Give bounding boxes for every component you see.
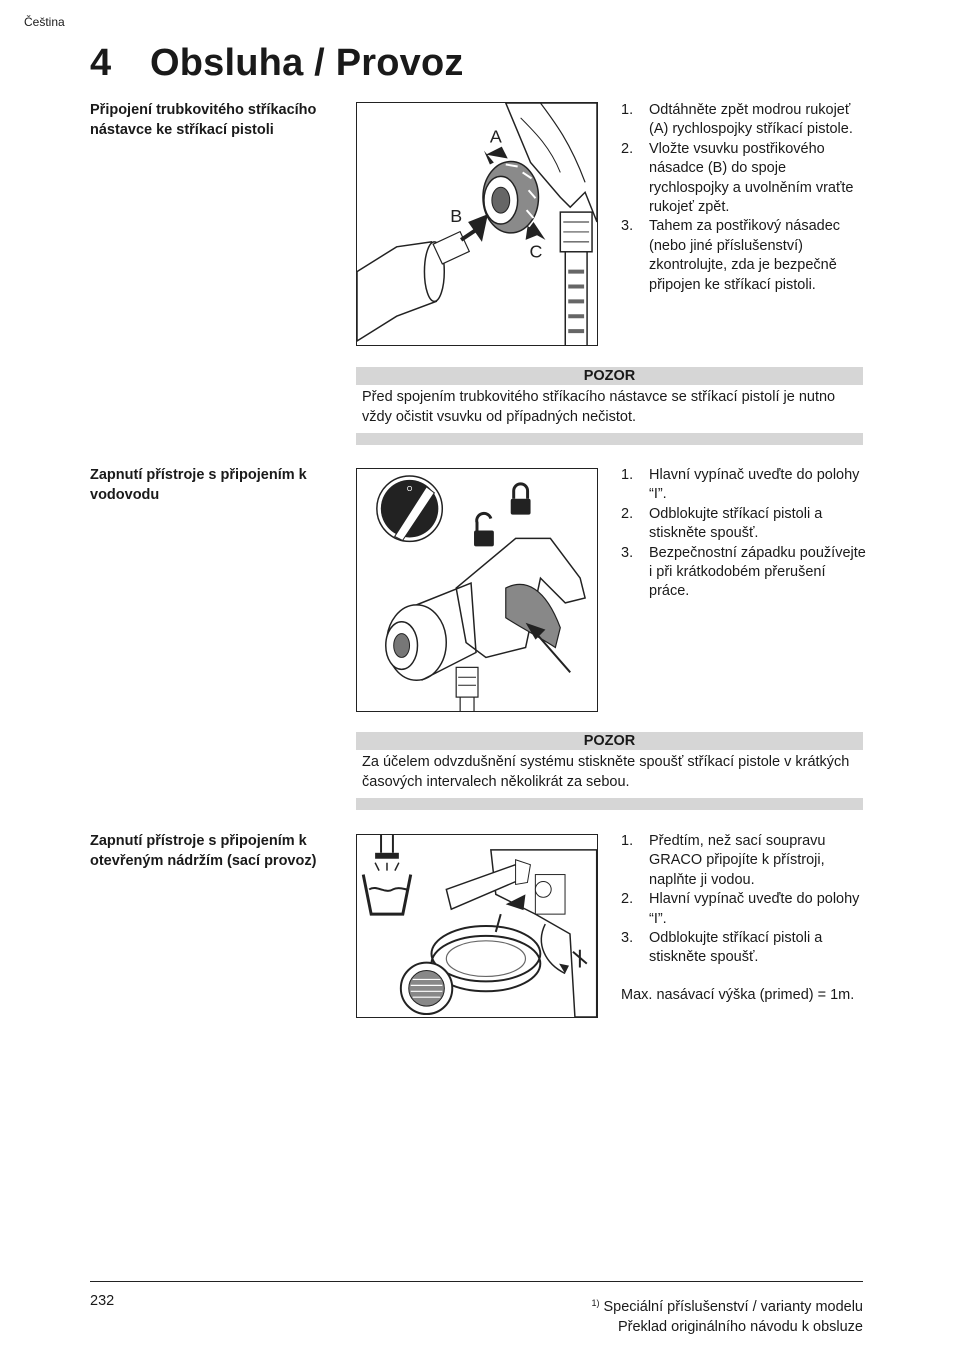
footnote-mark: 1) (591, 1298, 600, 1308)
list-item: 1. Předtím, než sací soupravu GRACO připojíte k přístroji, naplňte ji vodou. (621, 833, 826, 888)
step-text: Předtím, než sací soupravu GRACO připojíte k přístroji, naplňte ji vodou. (649, 833, 826, 888)
figure-label-b: B (450, 206, 463, 227)
spray-gun-illustration (357, 469, 597, 711)
step-text: Bezpečnostní západku používejte i při krátkodobém přerušení práce. (649, 544, 866, 600)
caution-footer-bar (356, 798, 863, 810)
footnote-line (591, 1293, 863, 1317)
suction-height-note: Max. nasávací výška (primed) = 1m. (621, 987, 855, 1003)
footer-notes (591, 1293, 863, 1337)
caution-box-1 (356, 367, 863, 445)
language-label: Čeština (24, 15, 65, 29)
svg-text:O: O (406, 485, 413, 493)
suction-set-illustration (357, 835, 597, 1017)
figure-quick-coupling (356, 102, 598, 346)
section-title-open-tanks: Zapnutí přístroje s připojením k otevřeným nádržím (sací provoz) (90, 833, 317, 869)
step-text: Vložte vsuvku postřikového násadce (B) do spoje rychlospojky a uvolněním vraťte rukojeť zpět. (649, 140, 854, 216)
list-item: 3. Bezpečnostní západku používejte i při krátkodobém přerušení práce. (621, 544, 866, 600)
figure-label-c: C (529, 241, 543, 262)
steps-list-nozzle (621, 101, 866, 295)
list-item: 3. Odblokujte stříkací pistoli a stiskněte spoušť. (621, 930, 823, 966)
section-title-water-supply: Zapnutí přístroje s připojením k vodovodu (90, 467, 307, 503)
caution-text: Před spojením trubkovitého stříkacího nástavce se stříkací pistolí je nutno vždy očistit vsuvku od případných nečistot. (362, 389, 836, 425)
caution-label: POZOR (356, 367, 863, 385)
list-item: 2. Hlavní vypínač uveďte do polohy “I”. (621, 891, 860, 927)
figure-spray-gun-lock (356, 468, 598, 712)
caution-footer-bar (356, 433, 863, 445)
section-title-nozzle-connection: Připojení trubkovitého stříkacího nástavce ke stříkací pistoli (90, 102, 317, 138)
quick-coupling-illustration (357, 103, 597, 345)
figure-suction-set (356, 834, 598, 1018)
chapter-number: 4 (90, 42, 112, 84)
list-item: 1. Hlavní vypínač uveďte do polohy “I”. (621, 467, 860, 503)
figure-label-a: A (489, 126, 502, 147)
step-text: Hlavní vypínač uveďte do polohy “I”. (649, 467, 860, 503)
manual-note: Překlad originálního návodu k obsluze (617, 1319, 863, 1335)
list-item: 3. Tahem za postřikový násadec (nebo jiné příslušenství) zkontrolujte, zda je bezpečně připojen ke stříkací pistoli. (621, 218, 841, 293)
caution-label: POZOR (356, 732, 863, 750)
caution-text: Za účelem odvzdušnění systému stiskněte spoušť stříkací pistole v krátkých časových intervalech několikrát za sebou. (362, 754, 850, 790)
footnote-text: Speciální příslušenství / varianty modelu (603, 1299, 863, 1315)
list-item: 1. Odtáhněte zpět modrou rukojeť (A) rychlospojky stříkací pistole. (621, 102, 853, 138)
step-text: Odblokujte stříkací pistoli a stiskněte spoušť. (649, 505, 823, 542)
steps-list-suction (621, 832, 866, 968)
step-text: Tahem za postřikový násadec (nebo jiné příslušenství) zkontrolujte, zda je bezpečně připojen ke stříkací pistoli. (649, 218, 841, 293)
step-text: Hlavní vypínač uveďte do polohy “I”. (649, 891, 860, 927)
list-item: 2. Vložte vsuvku postřikového násadce (B) do spoje rychlospojky a uvolněním vraťte rukojeť zpět. (621, 140, 854, 216)
list-item: 2. Odblokujte stříkací pistoli a stiskněte spoušť. (621, 505, 823, 542)
step-text: Odblokujte stříkací pistoli a stiskněte spoušť. (649, 930, 823, 966)
caution-box-2 (356, 732, 863, 810)
chapter-title: Obsluha / Provoz (150, 42, 464, 84)
footer-divider (90, 1281, 863, 1282)
page-number: 232 (90, 1293, 115, 1309)
chapter-heading (90, 42, 464, 85)
steps-list-water-supply (621, 466, 866, 602)
step-text: Odtáhněte zpět modrou rukojeť (A) rychlospojky stříkací pistole. (649, 102, 853, 138)
